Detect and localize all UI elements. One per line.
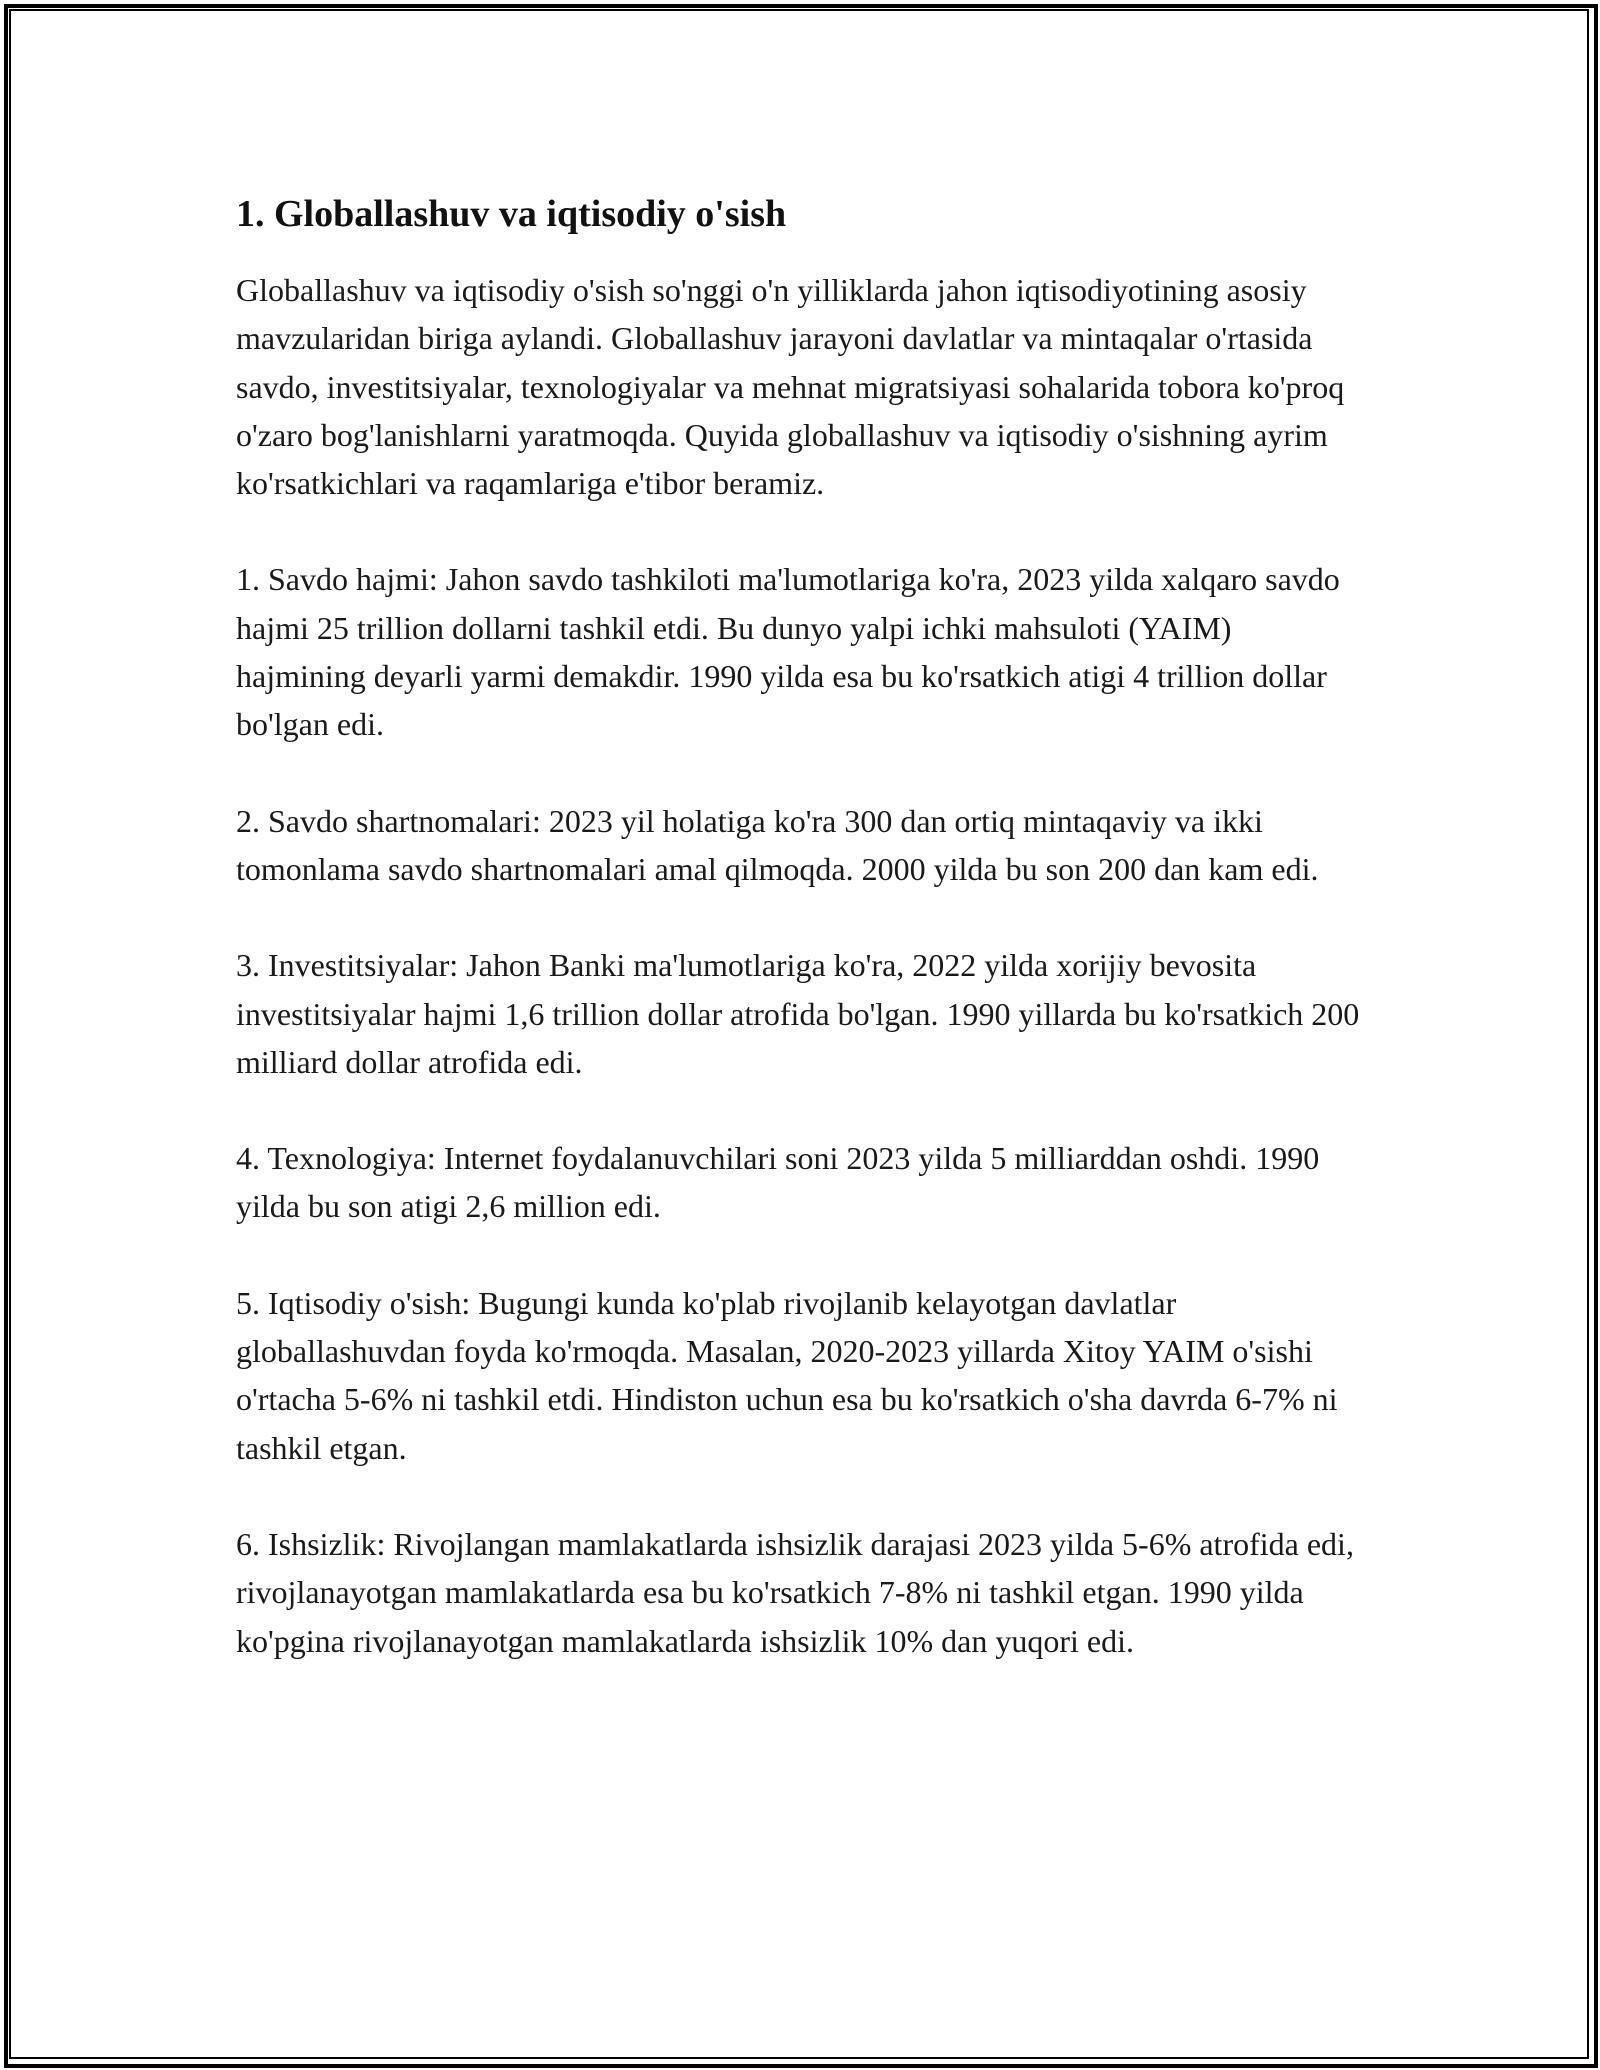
document-body: [236, 186, 1366, 1713]
paragraph-technology: 4. Texnologiya: Internet foydalanuvchilari soni 2023 yilda 5 milliarddan oshdi. 1990 yilda bu son atigi 2,6 million edi.: [236, 1140, 1320, 1225]
paragraph-investments: 3. Investitsiyalar: Jahon Banki ma'lumotlariga ko'ra, 2022 yilda xorijiy bevosita investitsiyalar hajmi 1,6 trillion dollar atrofida bo'lgan. 1990 yillarda bu ko'rsatkich 200 milliard dollar atrofida edi.: [236, 947, 1360, 1080]
paragraph-trade-agreements: 2. Savdo shartnomalari: 2023 yil holatiga ko'ra 300 dan ortiq mintaqaviy va ikki tomonlama savdo shartnomalari amal qilmoqda. 2000 yilda bu son 200 dan kam edi.: [236, 802, 1319, 887]
paragraph-unemployment: 6. Ishsizlik: Rivojlangan mamlakatlarda ishsizlik darajasi 2023 yilda 5-6% atrofida edi, rivojlanayotgan mamlakatlarda esa bu ko'rsatkich 7-8% ni tashkil etgan. 1990 yilda ko'pgina rivojlanayotgan mamlakatlarda ishsizlik 10% dan yuqori edi.: [236, 1525, 1354, 1659]
section-title: 1. Globallashuv va iqtisodiy o'sish: [236, 193, 787, 235]
paragraph-trade-volume: 1. Savdo hajmi: Jahon savdo tashkiloti ma'lumotlariga ko'ra, 2023 yilda xalqaro savdo hajmi 25 trillion dollarni tashkil etdi. Bu dunyo yalpi ichki mahsuloti (YAIM) hajmining deyarli yarmi demakdir. 1990 yilda esa bu ko'rsatkich atigi 4 trillion dollar bo'lgan edi.: [236, 561, 1340, 743]
intro-paragraph: Globallashuv va iqtisodiy o'sish so'nggi o'n yilliklarda jahon iqtisodiyotining asosiy mavzularidan biriga aylandi. Globallashuv jarayoni davlatlar va mintaqalar o'rtasida savdo, investitsiyalar, texnologiyalar va mehnat migratsiyasi sohalarida tobora ko'proq o'zaro bog'lanishlarni yaratmoqda. Quyida globallashuv va iqtisodiy o'sishning ayrim ko'rsatkichlari va raqamlariga e'tibor beramiz.: [236, 272, 1345, 502]
paragraph-economic-growth: 5. Iqtisodiy o'sish: Bugungi kunda ko'plab rivojlanib kelayotgan davlatlar globallashuvdan foyda ko'rmoqda. Masalan, 2020-2023 yillarda Xitoy YAIM o'sishi o'rtacha 5-6% ni tashkil etdi. Hindiston uchun esa bu ko'rsatkich o'sha davrda 6-7% ni tashkil etgan.: [236, 1284, 1338, 1466]
